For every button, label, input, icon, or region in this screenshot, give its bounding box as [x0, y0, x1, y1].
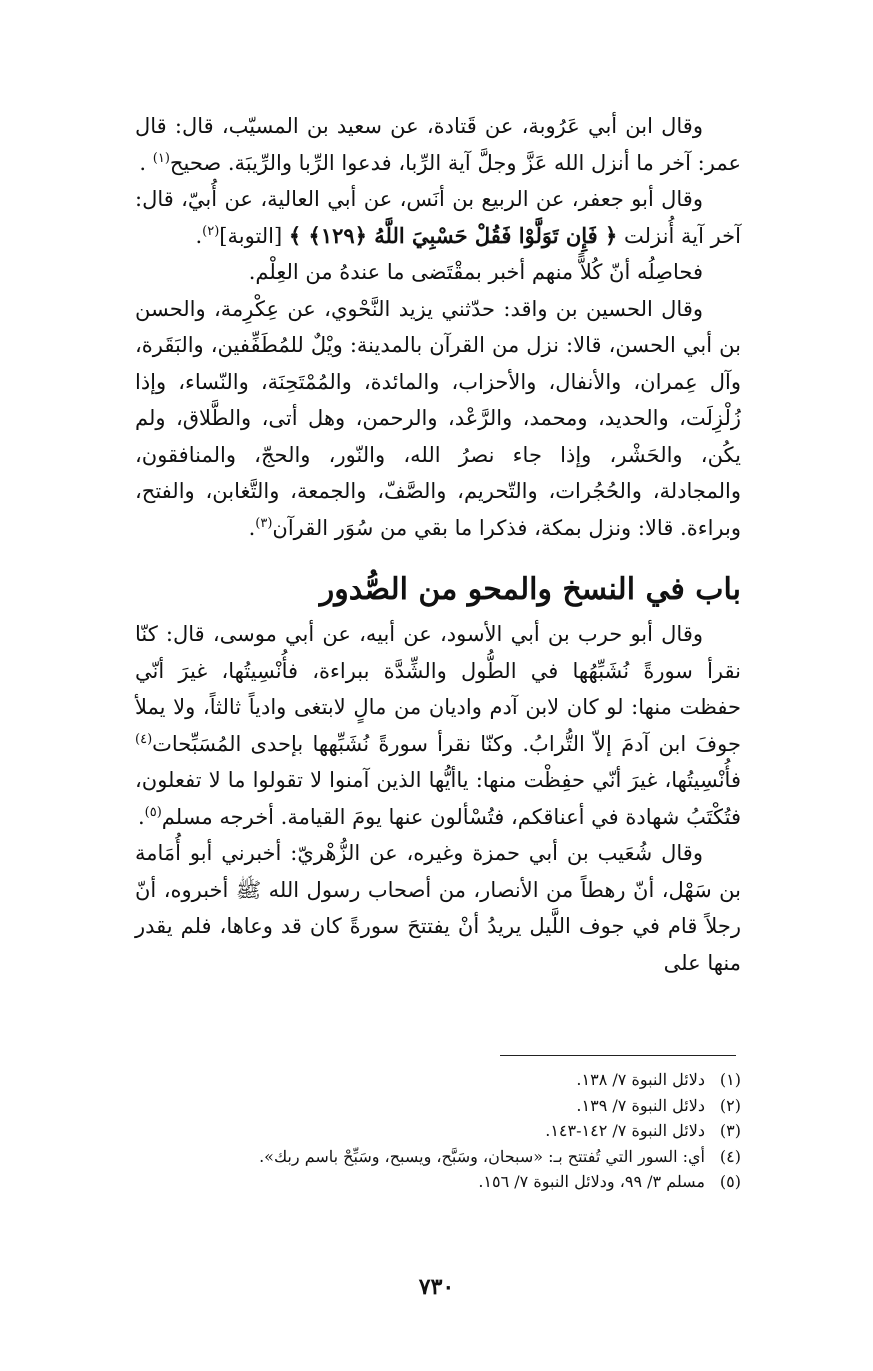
footnote-number: (٢) — [719, 1095, 741, 1115]
footnote-text: أي: السور التي تُفتتح بـ: «سبحان، وسَبَّح، ويسبح، وسَبِّحْ باسم ربك». — [259, 1146, 705, 1166]
main-text — [135, 108, 741, 981]
footnote-text: دلائل النبوة ٧/ ١٤٢-١٤٣. — [545, 1121, 705, 1140]
footnote-number: (١) — [719, 1070, 741, 1089]
paragraph-summary — [135, 254, 741, 291]
paragraph-ibn-abi-aruba — [135, 108, 741, 181]
paragraph-husayn-ibn-waqid — [135, 291, 741, 547]
paragraph-text-end: . — [137, 804, 145, 829]
footnote-marker-3[interactable]: (٣) — [255, 515, 273, 531]
footnote-number: (٤) — [719, 1146, 741, 1166]
footnote-marker-1[interactable]: (١) — [152, 150, 170, 166]
footnote-divider — [500, 1055, 736, 1056]
paragraph-text: وقال الحسين بن واقد: حدّثني يزيد النَّحْوي، عن عِكْرِمة، والحسن بن أبي الحسن، قالا: نزل من القرآن بالمدينة: ويْلٌ للمُطَفِّفين، والبَقَرة، وآل عِمران، والأنفال، والأحزاب، والمائدة، والمُمْتَحِنَة، والنّساء، وإذا زُلْزِلَت، والحديد، ومحمد، والرَّعْد، والرحمن، وهل أتى، والطَّلاق، ولم يكُن، والحَشْر، وإذا جاء نصرُ الله، والنّور، والحجّ، والمنافقون، والمجادلة، والحُجُرات، والتّحريم، والصَّفّ، والجمعة، والتَّغابن، والفتح، وبراءة. قالا: ونزل بمكة، فذكرا ما بقي من سُوَر القرآن — [135, 296, 741, 540]
paragraph-text-end: . — [195, 223, 203, 248]
footnote-text: مسلم ٣/ ٩٩، ودلائل النبوة ٧/ ١٥٦. — [478, 1172, 705, 1191]
footnote-marker-5[interactable]: (٥) — [144, 804, 162, 820]
footnote-number: (٣) — [719, 1121, 741, 1140]
footnote-item — [135, 1067, 741, 1093]
footnote-item — [135, 1144, 741, 1170]
section-heading: باب في النسخ والمحو من الصُّدور — [319, 572, 741, 607]
surah-reference: [التوبة] — [219, 223, 289, 248]
paragraph-text: وقال أبو حرب بن أبي الأسود، عن أبيه، عن أبي موسى، قال: كنّا نقرأ سورةً نُشَبِّهُها في الطُّول والشِّدَّة ببراءة، فأُنْسِيتُها، غيرَ أنّي حفظت منها: لو كان لابن آدم واديان من مالٍ لابتغى وادياً ثالثاً، ولا يملأ جوفَ ابن آدمَ إلاّ التُّرابُ. وكنّا نقرأ سورةً نُشَبِّهها بإحدى المُسَبِّحات — [135, 622, 741, 756]
paragraph-text: وقال ابن أبي عَرُوبة، عن قَتادة، عن سعيد بن المسيّب، قال: قال عمر: آخر ما أنزل الله عَزَّ وجلَّ آية الرِّبا، فدعوا الرِّبا والرِّيبَة. صحيح — [135, 114, 741, 175]
footnote-number: (٥) — [719, 1172, 741, 1191]
footnote-marker-2[interactable]: (٢) — [202, 223, 220, 239]
footnote-text: دلائل النبوة ٧/ ١٣٩. — [576, 1095, 705, 1115]
paragraph-shuayb — [135, 835, 741, 981]
page-number: ٧٣٠ — [418, 1274, 455, 1300]
paragraph-text: فحاصِلُه أنّ كُلاًّ منهم أخبر بمقْتَضى ما عندهُ من العِلْم. — [248, 260, 703, 284]
paragraph-text: وقال شُعَيب بن أبي حمزة وغيره، عن الزُّهْريّ: أخبرني أبو أُمَامة بن سَهْل، أنّ رهطاً من الأنصار، من أصحاب رسول الله ﷺ أخبروه، أنّ رجلاً قام في جوف اللَّيل يريدُ أنْ يفتتحَ سورةً كان قد وعاها، فلم يقدر منها على — [135, 841, 741, 975]
quran-verse: ﴿ فَإِن تَوَلَّوْا فَقُلْ حَسْبِيَ اللَّهُ ﴿١٢٩﴾ ﴾ — [288, 222, 618, 248]
paragraph-text-end: . — [139, 150, 153, 175]
footnote-item — [135, 1093, 741, 1119]
footnotes — [135, 1067, 741, 1195]
paragraph-text-end: . — [248, 515, 256, 540]
footnote-marker-4[interactable]: (٤) — [135, 731, 153, 747]
paragraph-abu-harb — [135, 616, 741, 835]
footnote-text: دلائل النبوة ٧/ ١٣٨. — [576, 1070, 705, 1089]
footnote-item — [135, 1169, 741, 1195]
paragraph-text: وقال أبو جعفر، عن الربيع بن أنَس، عن أبي العالية، عن أُبيّ، قال: آخر آية أُنزلت — [135, 187, 741, 248]
paragraph-text-middle: فأُنْسِيتُها، غيرَ أنّي حفِظْت منها: ياأيُّها الذين آمنوا لا تقولوا ما لا تفعلون، فتُكْتَبُ شهادة في أعناقكم، فتُسْألون عنها يومَ القيامة. أخرجه مسلم — [135, 768, 741, 829]
footnote-item — [135, 1118, 741, 1144]
paragraph-abu-jafar — [135, 181, 741, 254]
